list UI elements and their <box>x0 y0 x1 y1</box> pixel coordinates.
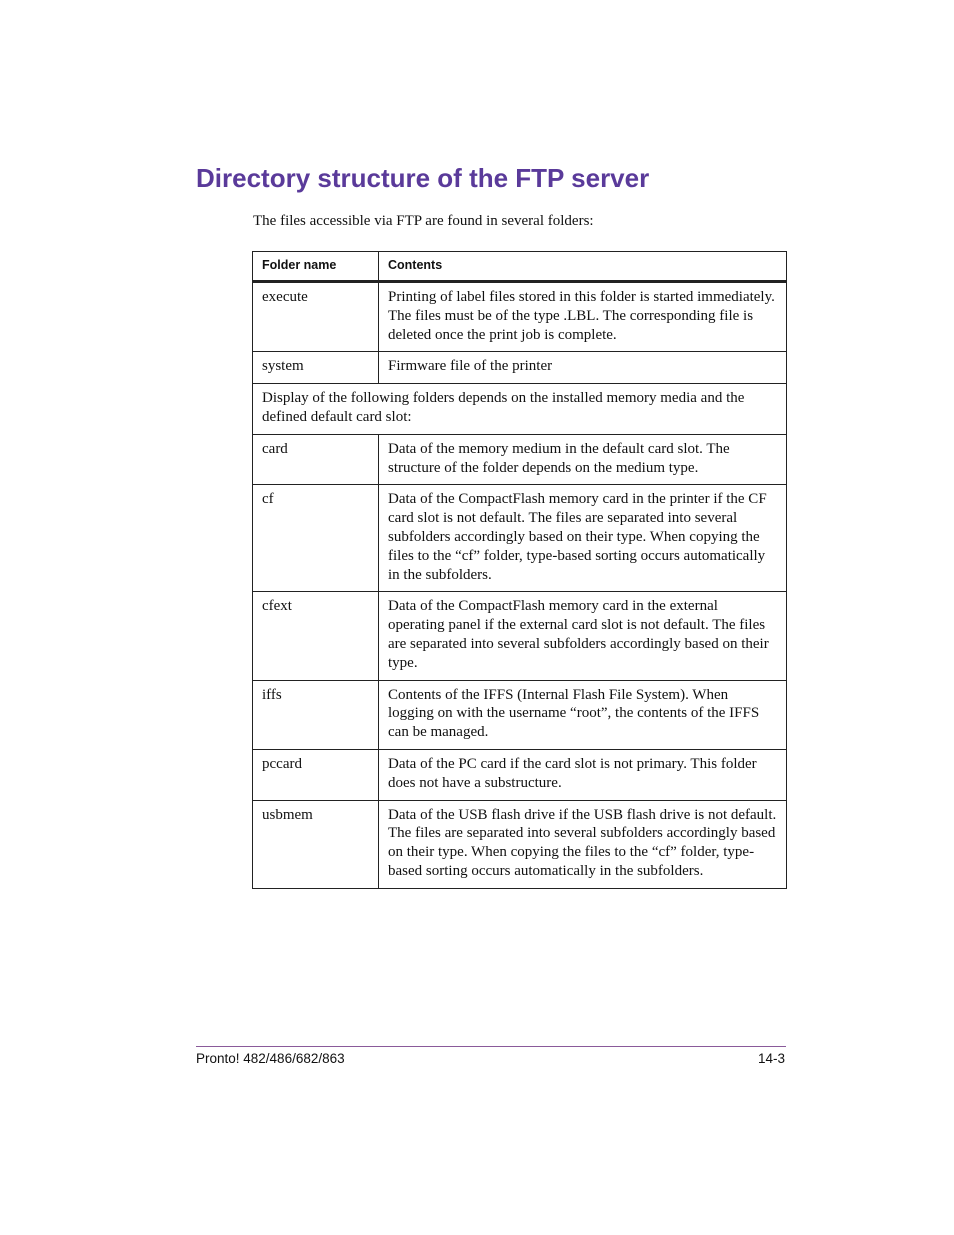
table-row <box>253 485 787 592</box>
table-row <box>253 749 787 800</box>
table-header-row <box>253 252 787 282</box>
column-header-contents: Contents <box>379 252 787 282</box>
contents-cell: Data of the CompactFlash memory card in the external operating panel if the external card slot is not default. The files are separated into several subfolders accordingly based on their type. <box>379 592 787 680</box>
contents-cell: Data of the CompactFlash memory card in the printer if the CF card slot is not default. The files are separated into several subfolders accordingly based on their type. When copying the files to the “cf” folder, type-based sorting occurs automatically in the subfolders. <box>379 485 787 592</box>
contents-cell: Data of the PC card if the card slot is not primary. This folder does not have a substructure. <box>379 749 787 800</box>
note-cell: Display of the following folders depends on the installed memory media and the defined default card slot: <box>253 384 787 435</box>
table-row <box>253 680 787 749</box>
folder-table <box>252 251 787 889</box>
folder-name-cell: usbmem <box>253 800 379 888</box>
table-row <box>253 800 787 888</box>
contents-cell: Data of the USB flash drive if the USB flash drive is not default. The files are separated into several subfolders accordingly based on their type. When copying the files to the “cf” folder, type-based sorting occurs automatically in the subfolders. <box>379 800 787 888</box>
contents-cell: Contents of the IFFS (Internal Flash File System). When logging on with the username “root”, the contents of the IFFS can be managed. <box>379 680 787 749</box>
folder-name-cell: card <box>253 434 379 485</box>
folder-name-cell: system <box>253 352 379 384</box>
folder-name-cell: cfext <box>253 592 379 680</box>
table-row-note <box>253 384 787 435</box>
contents-cell: Printing of label files stored in this folder is started immediately. The files must be of the type .LBL. The corresponding file is deleted once the print job is complete. <box>379 282 787 352</box>
table-row <box>253 352 787 384</box>
table-row <box>253 592 787 680</box>
folder-name-cell: cf <box>253 485 379 592</box>
folder-name-cell: pccard <box>253 749 379 800</box>
footer-divider <box>196 1046 786 1047</box>
page-title: Directory structure of the FTP server <box>196 163 650 193</box>
table-row <box>253 434 787 485</box>
footer-page-number: 14-3 <box>757 1051 785 1066</box>
table-row <box>253 282 787 352</box>
folder-name-cell: execute <box>253 282 379 352</box>
contents-cell: Firmware file of the printer <box>379 352 787 384</box>
intro-text: The files accessible via FTP are found in several folders: <box>253 213 594 229</box>
contents-cell: Data of the memory medium in the default card slot. The structure of the folder depends on the medium type. <box>379 434 787 485</box>
folder-name-cell: iffs <box>253 680 379 749</box>
column-header-folder-name: Folder name <box>253 252 379 282</box>
footer-product-name: Pronto! 482/486/682/863 <box>196 1051 345 1066</box>
